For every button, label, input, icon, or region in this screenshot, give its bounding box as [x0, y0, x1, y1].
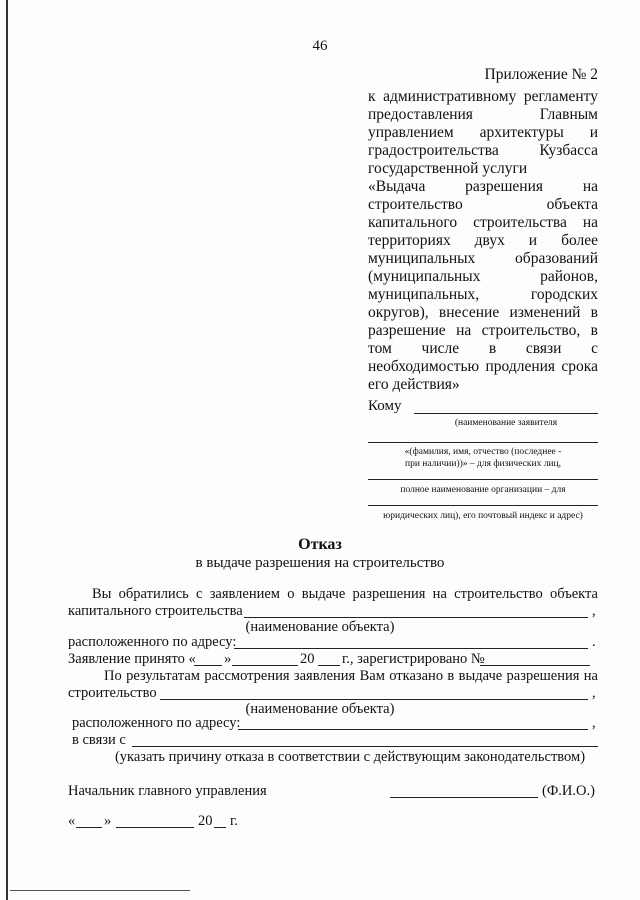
registration-number-field[interactable]	[480, 665, 590, 666]
annex-line: муниципальных образований	[368, 250, 598, 267]
annex-line: территориях двух и более	[368, 232, 598, 249]
object-address-field-1[interactable]	[234, 648, 588, 649]
object-address-field-2[interactable]	[238, 729, 588, 730]
recipient-hint-applicant: (наименование заявителя	[454, 418, 558, 428]
object-name-field-2[interactable]	[160, 699, 588, 700]
signature-field[interactable]	[390, 797, 538, 798]
date-year-prefix: 20	[198, 813, 213, 829]
accepted-label: Заявление принято «	[68, 651, 196, 667]
registered-label: г., зарегистрировано №	[342, 651, 485, 667]
accepted-month-field[interactable]	[232, 665, 298, 666]
document-subtitle: в выдаче разрешения на строительство	[195, 555, 445, 571]
annex-line: (муниципальных районов,	[368, 268, 598, 285]
accepted-quote-close: »	[224, 651, 232, 667]
caption-object-name-1: (наименование объекта)	[245, 619, 395, 635]
recipient-hint-person-1: «(фамилия, имя, отчество (последнее -	[404, 447, 562, 457]
date-year-field[interactable]	[214, 827, 226, 828]
date-month-field[interactable]	[116, 827, 194, 828]
recipient-label: Кому	[368, 398, 402, 414]
annex-line: предоставления Главным	[368, 106, 598, 123]
body-line-6-label: строительство	[68, 685, 157, 701]
body-line-5: По результатам рассмотрения заявления Вам отказано в выдаче разрешения на	[104, 668, 598, 684]
recipient-hint-person-2: при наличии))» – для физических лиц,	[405, 459, 561, 469]
body-line-8-label: в связи с	[72, 732, 126, 748]
date-day-field[interactable]	[76, 827, 102, 828]
annex-line: строительство объекта	[368, 196, 598, 213]
date-year-suffix: г.	[230, 813, 238, 829]
body-line-3-label: расположенного по адресу:	[68, 634, 237, 650]
object-name-field-1[interactable]	[244, 617, 588, 618]
document-title: Отказ	[298, 536, 342, 553]
annex-line: управлением архитектуры и	[368, 124, 598, 141]
recipient-hint-org-1: полное наименование организации – для	[400, 485, 566, 495]
date-quote-open: «	[68, 813, 76, 829]
comma: ,	[592, 603, 596, 619]
annex-line: разрешение на строительство, в	[368, 322, 598, 339]
annex-line: необходимостью продления срока	[368, 358, 598, 375]
fio-label: (Ф.И.О.)	[542, 783, 595, 799]
annex-line: округов), внесение изменений в	[368, 304, 598, 321]
annex-line: капитального строительства на	[368, 214, 598, 231]
caption-object-name-2: (наименование объекта)	[245, 701, 395, 717]
caption-refusal-reason: (указать причину отказа в соответствии с действующим законодательством)	[114, 749, 586, 765]
accepted-day-field[interactable]	[194, 665, 222, 666]
date-quote-close: »	[104, 813, 112, 829]
accepted-year-field[interactable]	[318, 665, 340, 666]
annex-line: муниципальных, городских	[368, 286, 598, 303]
annex-line: государственной услуги	[368, 160, 528, 177]
recipient-name-field[interactable]	[414, 413, 598, 414]
annex-line: том числе в связи с	[368, 340, 598, 357]
comma: ,	[592, 715, 596, 731]
body-line-2-label: капитального строительства	[68, 603, 243, 619]
annex-line: его действия»	[368, 376, 460, 393]
comma: ,	[592, 685, 596, 701]
signatory-position: Начальник главного управления	[68, 783, 267, 799]
refusal-reason-field[interactable]	[132, 746, 598, 747]
recipient-field-line-4[interactable]	[368, 505, 598, 506]
footer-rule	[10, 890, 190, 891]
annex-title: Приложение № 2	[484, 66, 598, 83]
page-number: 46	[312, 38, 328, 54]
annex-line: к административному регламенту	[368, 88, 598, 105]
body-line-1: Вы обратились с заявлением о выдаче разрешения на строительство объекта	[92, 586, 598, 602]
accepted-year-prefix: 20	[300, 651, 315, 667]
period: .	[592, 634, 596, 650]
annex-line: «Выдача разрешения на	[368, 178, 598, 195]
recipient-hint-org-2: юридических лиц), его почтовый индекс и адрес)	[383, 511, 583, 521]
recipient-field-line-2[interactable]	[368, 442, 598, 443]
annex-line: градостроительства Кузбасса	[368, 142, 598, 159]
recipient-field-line-3[interactable]	[368, 479, 598, 480]
body-line-7-label: расположенного по адресу:	[72, 715, 241, 731]
